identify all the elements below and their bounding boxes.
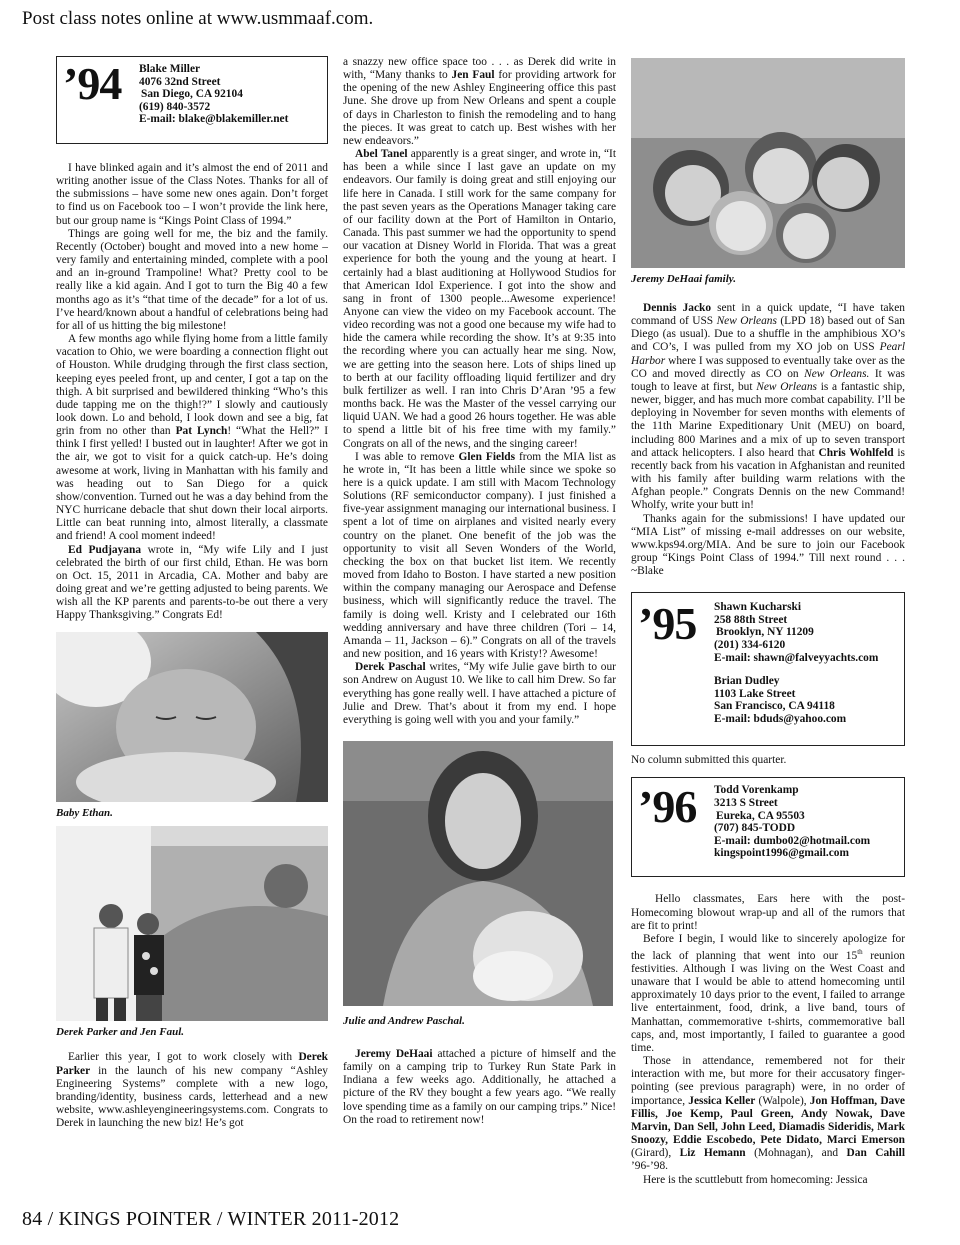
column-1: [56, 56, 328, 1130]
text: Earlier this year, I got to work closely with: [68, 1051, 293, 1064]
c94-paragraph-12: Thanks again for the submissions! I have updated our “MIA List” of missing e-mail addresses on our website, www.kps94.org/MIA. And be sure to join our Facebook group “Kings Point Class of 1994.” Till next round . . . ~Blake: [631, 512, 905, 578]
text: is a fantastic ship, newer, bigger, and has much more combat capability. I’ll be deploying in November for seven months with elements of the 11th Marine Expeditionary Unit (MEU) on board, including 800 Marines and a mix of up to seven transport and attack helicopters. I also heard that: [631, 380, 905, 459]
class-95-city-1: Brooklyn, NY 11209: [716, 626, 814, 639]
c94-paragraph-11: [631, 302, 905, 513]
photo-parker-faul: [56, 826, 328, 1021]
caption-parker-faul: Derek Parker and Jen Faul.: [56, 1026, 185, 1039]
person-name: Ed Pudjayana: [68, 543, 142, 556]
c94-paragraph-2: Things are going well for me, the biz and the family. Recently (October) bought and moved into a new home – very family and entertaining minded, complete with a pool and an in-ground Trampoline! What? Pretty cool to be really like a kid again. And I got to turn the Big 40 a few months ago as it’s “that time of the decade” for a lot of us. I’ve heard/known about a handful of celebrations being had for all of us hitting the big milestone!: [56, 227, 329, 332]
person-name: Chris Wohlfeld: [818, 446, 894, 459]
text: (Walpole),: [755, 1094, 807, 1107]
text: wrote in, “My wife Lily and I just celebrated the birth of our first child, Ethan. He was born on Oct. 15, 2011 in Arcadia, CA. Mother and baby are doing great and we’re getting adjusted to being parents. We wish all the KP parents and parents-to-be out there a very Happy Thanksgiving.” Congrats Ed!: [56, 543, 328, 622]
text: apparently is a great singer, and wrote in, “It has been a while since I last gave an update on my endeavors. Our family is doing great and still enjoying our life here in Canada. I still work for the same company for the past seven years as the Operations Manager taking care of our facility down at the Port of Hamilton in Ontario, Canada. This past summer we had the opportunity to spend our vacation at Disney World in Florida. That was a great experience for both the young and the young at heart. I certainly had a blast auditioning at Hollywood Studios for that American Idol Experience. I got into the show and sang in front of 1300 people...Awesome experience! Anyone can view the video on my Facebook account. The video recording was not a good one because my wife had to hide the camera while recording the show. It’s at 9:35 into the recording where you can actually hear me sing. Now, we are getting into the season here. Lots of ships lined up to berth at our facility offloading liquid fertilizer and dry bulk fertilizer as well. I ran into Chris D’Aran ’95 a few months back. He was the Master of the vessel carrying our liquid UAN. We had a good 26 hours together. He was able to spend a little bit of his free time with my family.” Congrats on all of the news, and the singing career!: [343, 148, 616, 450]
class-96-contact: [714, 784, 896, 860]
text: (LPD 18) based out of San Diego (as usual). Due to a shuffle in the amphibious XO’s and CO’s, I was pulled from my XO job on USS: [631, 315, 905, 354]
person-name: Jeremy DeHaai: [355, 1047, 433, 1060]
class-96-city: Eureka, CA 95503: [716, 809, 805, 822]
class-94-year: ’94: [63, 58, 122, 109]
person-name: Dennis Jacko: [643, 302, 712, 314]
person-name: Dan Cahill: [846, 1147, 905, 1160]
class-94-contact: [139, 63, 319, 126]
class-95-contact: [714, 601, 896, 725]
text: Before I begin, I would like to sincerely apologize for the lack of planning that went into our 15: [631, 932, 905, 962]
superscript: th: [857, 948, 863, 957]
ship-name: New Orleans.: [804, 367, 870, 380]
class-95-box: [631, 592, 905, 746]
column-3: [631, 58, 905, 1187]
dehaai-photo-graphic: [631, 58, 905, 268]
text: in the launch of his new company “Ashley Engineering Systems” complete with a new logo, branding/identity, business cards, letterhead and a new website, www.ashleyengineeringsystems.com. Congrats to Derek in launching the new biz! He’s got: [56, 1064, 328, 1130]
class-94-name: Blake Miller: [139, 63, 201, 75]
person-name: Abel Tanel: [355, 148, 408, 161]
column-2: [343, 56, 616, 1127]
c94-paragraph-9: [343, 661, 616, 727]
ship-name: New Orleans: [716, 315, 777, 328]
c94-paragraph-8: [343, 451, 616, 662]
c94-paragraph-6: [343, 56, 616, 148]
page-header: Post class notes online at www.usmmaaf.com.: [22, 8, 374, 29]
c96-paragraph-2: [631, 933, 905, 1055]
class-95-email-1: E-mail: shawn@falveyyachts.com: [714, 651, 879, 664]
person-name: Glen Fields: [458, 450, 516, 463]
baby-photo-graphic: [56, 632, 328, 802]
text: ’96-’98.: [631, 1160, 669, 1173]
text: a snazzy new office space too . . . as Derek did write in with, “Many thanks to: [343, 56, 616, 82]
c94-paragraph-5: [56, 1051, 328, 1130]
c94-paragraph-4: [56, 544, 328, 623]
c94-paragraph-10: [343, 1048, 616, 1127]
person-name: Liz Hemann: [679, 1147, 746, 1160]
c96-paragraph-1: Hello classmates, Ears here with the post-Homecoming blowout wrap-up and all of the rumors that are fit to print!: [631, 893, 905, 932]
class-95-street-1: 258 88th Street: [714, 613, 788, 626]
paschal-photo-graphic: [343, 741, 613, 1006]
text: for providing artwork for the opening of the new Ashley Engineering office this past June. She drove up from New Orleans and spent a couple of days in Charleston to finish the remodeling and to hang the pieces. It was great to catch up. Best wishes with her new endeavors.”: [343, 69, 616, 147]
caption-baby-ethan: Baby Ethan.: [56, 807, 113, 820]
person-name: Pat Lynch: [175, 425, 228, 438]
text: (Girard),: [631, 1147, 672, 1160]
class-95-street-2: 1103 Lake Street: [714, 687, 796, 700]
text: sent in a quick update, “I have taken command of USS: [631, 302, 905, 328]
person-name: Jen Faul: [451, 69, 495, 82]
page-footer: 84 / KINGS POINTER / WINTER 2011-2012: [22, 1208, 400, 1230]
class-96-phone: (707) 845-TODD: [714, 822, 796, 835]
person-names: Jon Hoffman, Dave Fillis, Joe Kemp, Paul Green, Andy Nowak, Dave Marvin, Dan Sell, John Leed, Diamadis Sideridis, Mark Snoozy, Eddie Escobedo, Pete Didato, Marci Emerson: [631, 1094, 905, 1147]
class-96-email-2: kingspoint1996@gmail.com: [714, 847, 849, 860]
c94-paragraph-7: [343, 148, 616, 451]
c96-paragraph-4: Here is the scuttlebutt from homecoming: Jessica: [643, 1173, 868, 1186]
class-94-street: 4076 32nd Street: [139, 75, 221, 88]
photo-baby-ethan: [56, 632, 328, 802]
class-94-phone: (619) 840-3572: [139, 100, 211, 113]
class-96-email-1: E-mail: dumbo02@hotmail.com: [714, 834, 871, 847]
class-95-city-2: San Francisco, CA 94118: [714, 700, 835, 713]
class-96-year: ’96: [638, 781, 697, 833]
class-95-note: No column submitted this quarter.: [631, 754, 787, 767]
class-95-phone-1: (201) 334-6120: [714, 639, 786, 652]
c94-paragraph-1: I have blinked again and it’s almost the end of 2011 and writing another issue of the Class Notes. Thanks for all of the submissions – have some new ones again. Don’t forget to find us on Facebook too – I won’t provide the link here, but our group name is “Kings Point Class of 1994.”: [56, 162, 328, 227]
class-96-name: Todd Vorenkamp: [714, 784, 799, 797]
text: A few months ago while flying home from a little family vacation to Ohio, we were boarding a connection flight out of Houston. While drudging through the first class section, keeping eyes peeled front, up and center, I got a tap on the thigh. A bit surprised and bewildered thinking “Who’s this dude tapping me on the thigh!?” I slowly and cautiously look down. Lo and behold, I look down and see a big, fat grin from no other than: [56, 333, 328, 438]
class-95-name-2: Brian Dudley: [714, 675, 780, 688]
class-94-email: E-mail: blake@blakemiller.net: [139, 113, 289, 126]
text: Those in attendance, remembered not for their interaction with me, but more for their accusatory finger-pointing (see previous paragraph) were, in no order of importance,: [631, 1055, 905, 1107]
c96-paragraph-3: [631, 1055, 905, 1173]
text: ! “What the Hell?” I think I first yelled! I busted out in laughter! After we got in the air, we got to visit for a quick catch-up. He’s doing awesome at work, living in Manhattan with his family and was heading out to San Diego for a quick show/convention. Turned out he was a day behind from the NYC hurricane debacle that shut down their local airports. Little can beat running into, almost literally, a classmate and friend! A cool moment indeed!: [56, 425, 328, 543]
text: writes, “My wife Julie gave birth to our son Andrew on August 10. We like to call him Drew. So far everything has gone really well. I have attached a picture of Julie and Drew. That’s about it from my end. I hope everything is going well with you and your family.”: [343, 661, 616, 726]
text: from the MIA list as he wrote in, “It has been a little while since we spoke so here is a quick update. I am still with Macom Technology Solutions (RF semiconductor company). I just finished a five-year assignment managing our international business. I spent a lot of time on airplanes and visited nearly every country on the planet. One benefit of the job was the opportunity to visit all Seven Wonders of the World, checking the box on that bucket list item. We recently moved from Idaho to Boston. I have started a new position within the company managing our Aerospace and Defense business, which will significantly reduce the travel. The family is doing well. Kristy and I celebrated our 16th wedding anniversary and have three children (Tori – 14, Amanda – 11, Jackson – 6).” Congrats on all of the travels and new position, and 16 years with Kristy!? Awesome!: [343, 450, 616, 661]
ship-name: Pearl Harbor: [631, 341, 905, 367]
class-96-box: [631, 777, 905, 877]
text: I was able to remove: [355, 450, 455, 463]
text: attached a picture of himself and the family on a camping trip to Turkey Run State Park in Indiana a few weeks ago. Additionally, he attached a picture of the RV they bought a few years ago. “We really love spending time as a family on our camping trips.” Nice! On the road to retirement now!: [343, 1047, 616, 1126]
text: reunion festivities. Although I was living on the West Coast and unaware that I would be able to attend homecoming until approximately 10 days prior to the event, I failed to arrange live entertainment, food, drink, a live band, tours of Manhattan, commemorative t-shirts, commemorative ball caps, and, most importantly, I failed to guarantee a good time.: [631, 949, 905, 1054]
person-name: Jessica Keller: [688, 1094, 756, 1107]
person-name: Derek Paschal: [355, 661, 426, 674]
ship-name: New Orleans: [756, 380, 817, 393]
text: where I was supposed to eventually take over as the CO and moved directly as CO on: [631, 354, 905, 380]
photo-dehaai-family: [631, 58, 905, 268]
person-name: Derek Parker: [56, 1051, 328, 1077]
class-94-city: San Diego, CA 92104: [141, 88, 243, 101]
c94-paragraph-3: [56, 333, 328, 544]
caption-paschal: Julie and Andrew Paschal.: [343, 1014, 465, 1027]
photo-paschal: [343, 741, 613, 1006]
caption-dehaai: Jeremy DeHaai family.: [631, 273, 736, 285]
class-96-street: 3213 S Street: [714, 797, 778, 810]
class-95-year: ’95: [638, 598, 697, 650]
class-95-name-1: Shawn Kucharski: [714, 601, 802, 614]
parker-faul-photo-graphic: [56, 826, 328, 1021]
text: is recently back from his vacation in Afghanistan and reunited with his family after building warm relations with the Afghan people.” Congrats Dennis on the new Command! Wholfy, write your butt in!: [631, 446, 905, 512]
class-94-box: [56, 56, 328, 144]
class-95-email-2: E-mail: bduds@yahoo.com: [714, 713, 847, 726]
text: It was tough to leave at first, but: [631, 367, 905, 393]
text: (Mohnagan), and: [745, 1147, 839, 1160]
